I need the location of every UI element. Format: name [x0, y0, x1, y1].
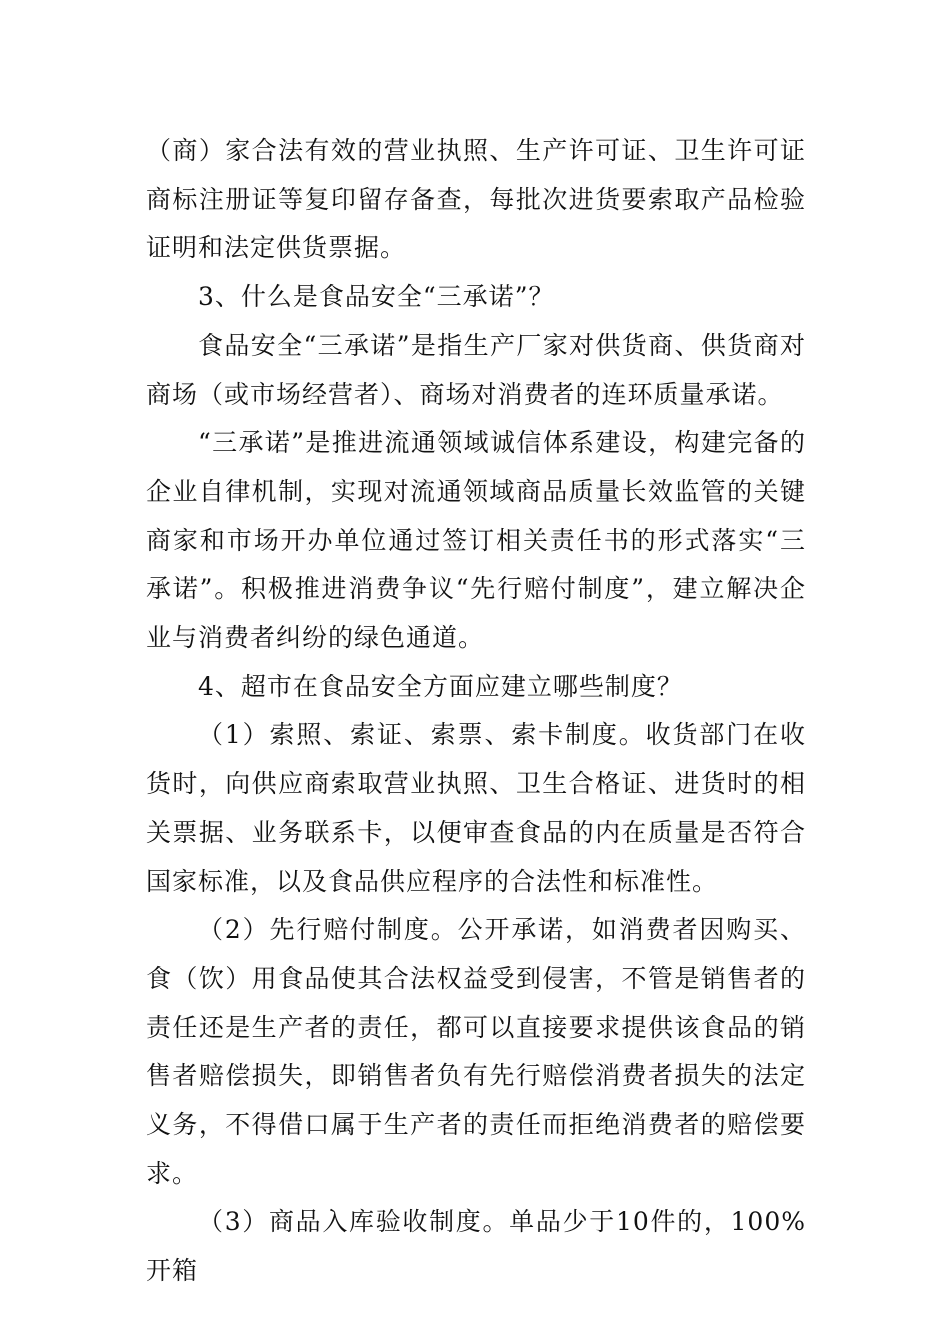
heading-question-3: 3、什么是食品安全“三承诺”？ — [198, 282, 555, 312]
heading-question-4: 4、超市在食品安全方面应建立哪些制度？ — [198, 671, 683, 701]
paragraph-system-3: （3）商品入库验收制度。单品少于10件的，100%开箱 — [146, 1207, 806, 1286]
document-body — [146, 127, 806, 1296]
paragraph-three-promises-definition: 食品安全“三承诺”是指生产厂家对供货商、供货商对商场（或市场经营者）、商场对消费者的连环质量承诺。 — [146, 330, 806, 409]
paragraph-system-1: （1）索照、索证、索票、索卡制度。收货部门在收货时，向供应商索取营业执照、卫生合格证、进货时的相关票据、业务联系卡，以便审查食品的内在质量是否符合国家标准，以及食品供应程序的合法性和标准性。 — [146, 720, 806, 896]
paragraph-system-2: （2）先行赔付制度。公开承诺，如消费者因购买、食（饮）用食品使其合法权益受到侵害，不管是销售者的责任还是生产者的责任，都可以直接要求提供该食品的销售者赔偿损失，即销售者负有先行赔偿消费者损失的法定义务，不得借口属于生产者的责任而拒绝消费者的赔偿要求。 — [146, 915, 806, 1188]
paragraph-continuation: （商）家合法有效的营业执照、生产许可证、卫生许可证商标注册证等复印留存备查，每批次进货要索取产品检验证明和法定供货票据。 — [146, 136, 806, 263]
paragraph-three-promises-purpose: “三承诺”是推进流通领域诚信体系建设，构建完备的企业自律机制，实现对流通领域商品质量长效监管的关键商家和市场开办单位通过签订相关责任书的形式落实“三承诺”。积极推进消费争议“先行赔付制度”，建立解决企业与消费者纠纷的绿色通道。 — [146, 428, 806, 653]
